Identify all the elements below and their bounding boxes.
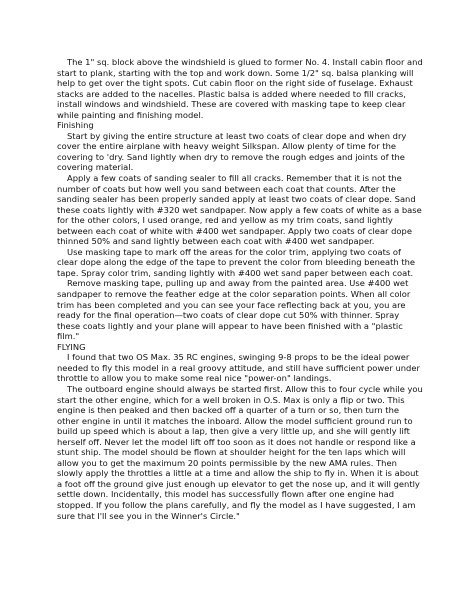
- paragraph-remove-masking-tape: Remove masking tape, pulling up and away from the painted area. Use #400 wet sandpaper to remove the feather edge at the color separation points. When all color trim has been completed and you can see your face reflecting back at you, you are ready for the final operation—two coats of clear dope cut 50% with thinner. Spray these coats lightly and your plane will appear to have been finished with a "plastic film.": [57, 278, 411, 342]
- paragraph-sanding-sealer: Apply a few coats of sanding sealer to fill all cracks. Remember that it is not the number of coats but how well you sand between each coat that counts. After the sanding sealer has been properly sanded apply at least two coats of clear dope. Sand these coats lightly with #320 wet sandpaper. Now apply a few coats of white as a base for the other colors, I used orange, red and yellow as my trim coats, sand lightly between each coat of white with #400 wet sandpaper. Apply two coats of clear dope thinned 50% and sand lightly between each coat with #400 wet sandpaper.: [57, 173, 422, 247]
- heading-flying: FLYING: [57, 341, 86, 352]
- paragraph-engines: I found that two OS Max. 35 RC engines, swinging 9-8 props to be the ideal power needed to fly this model in a real groovy attitude, and still have sufficient power under throttle to allow you to make some real nice "power-on" landings.: [57, 352, 420, 384]
- paragraph-silkspan-covering: Start by giving the entire structure at least two coats of clear dope and when dry cover the entire airplane with heavy weight Silkspan. Allow plenty of time for the covering to 'dry. Sand lightly when dry to remove the rough edges and joints of the covering material.: [57, 130, 407, 173]
- heading-finishing: Finishing: [57, 120, 94, 131]
- paragraph-color-trim: Use masking tape to mark off the areas for the color trim, applying two coats of clear dope along the edge of the tape to prevent the color from bleeding beneath the tape. Spray color trim, sanding lightly with #400 wet sand paper between each coat.: [57, 246, 416, 278]
- paragraph-flight-procedure: The outboard engine should always be started first. Allow this to four cycle while you start the other engine, which for a well broken in O.S. Max is only a flip or two. This engine is then peaked and then backed off a quarter of a turn or so, then turn the other engine in until it matches the inboard. Allow the model sufficient ground run to build up speed which is about a lap, then give a very little up, and she will gently lift herself off. Never let the model lift off too soon as it does not handle or respond like a stunt ship. The model should be flown at shoulder height for the ten laps which will allow you to get the maximum 20 points permissible by the new AMA rules. Then slowly apply the throttles a little at a time and allow the ship to fly in. When it is about a foot off the ground give just enough up elevator to get the nose up, and it will gently settle down. Incidentally, this model has successfully flown after one engine had stopped. If you follow the plans carefully, and fly the model as I have suggested, I am sure that I'll see you in the Winner's Circle.": [57, 383, 423, 521]
- document-page: [57, 57, 423, 521]
- paragraph-cabin-planking: The 1" sq. block above the windshield is glued to former No. 4. Install cabin floor and start to plank, starting with the top and work down. Some 1/2" sq. balsa planking will help to get over the tight spots. Cut cabin floor on the right side of fuselage. Exhaust stacks are added to the nacelles. Plastic balsa is added where needed to fill cracks, install windows and windshield. These are covered with masking tape to keep clear while painting and finishing model.: [57, 57, 423, 120]
